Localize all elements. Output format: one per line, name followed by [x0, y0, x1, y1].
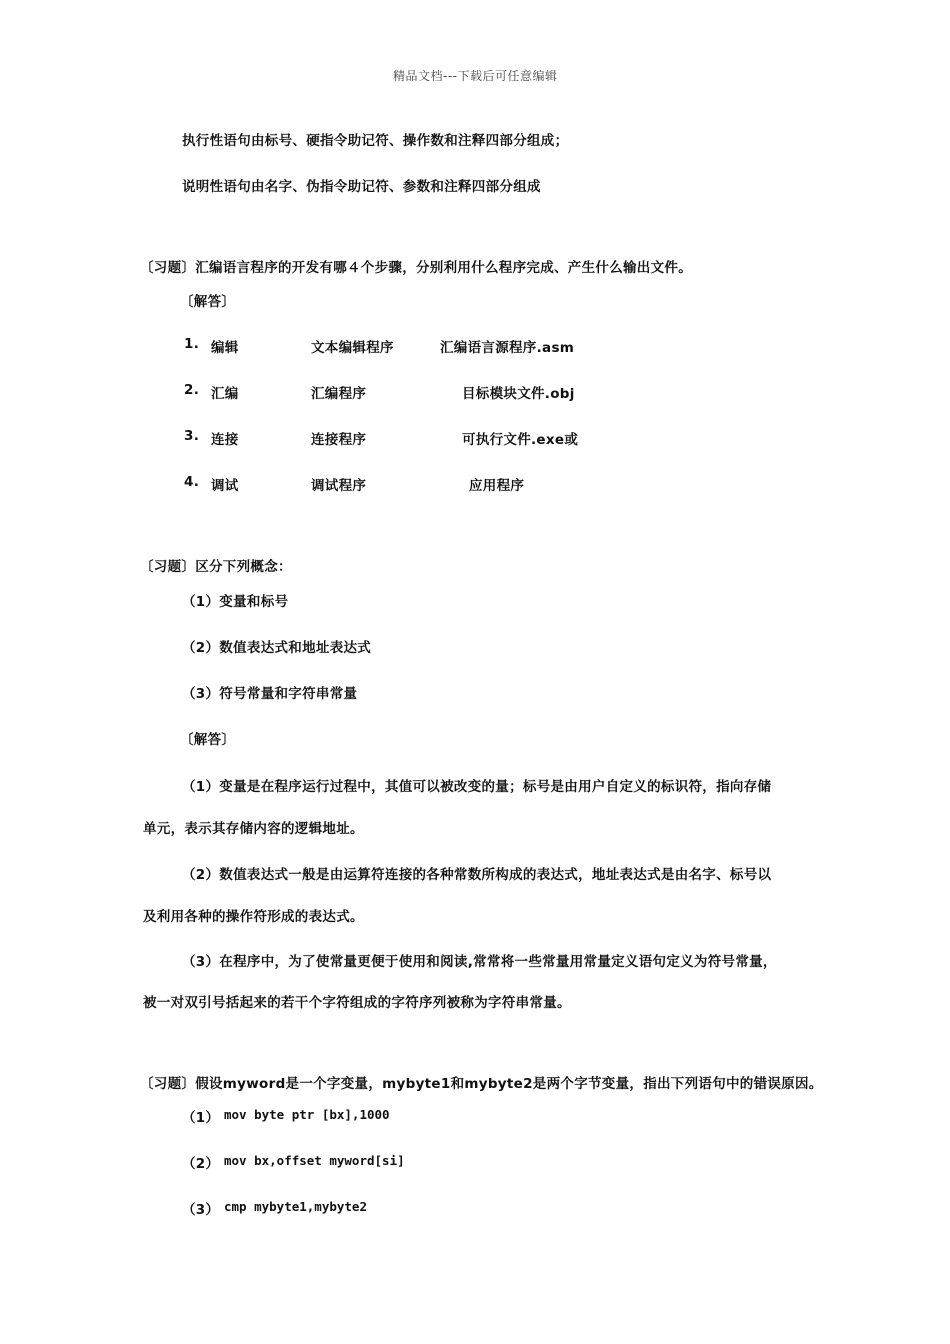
q2-answer-1-line-2: 单元，表示其存储内容的逻辑地址。 [143, 821, 364, 837]
q3-item-code: mov byte ptr [bx],1000 [224, 1107, 390, 1122]
q2-answer-3-line-1: （3）在程序中，为了使常量更便于使用和阅读,常常将一些常量用常量定义语句定义为符号常量， [182, 954, 777, 970]
q2-question: 〔习题〕区分下列概念： [140, 559, 292, 575]
q2-answer-2-line-1: （2）数值表达式一般是由运算符连接的各种常数所构成的表达式，地址表达式是由名字、标号以 [182, 867, 772, 883]
step-name: 连接 [211, 432, 239, 448]
intro-line-2: 说明性语句由名字、伪指令助记符、参数和注释四部分组成 [182, 179, 541, 195]
step-output: 应用程序 [469, 478, 525, 494]
q2-answer-1-line-1: （1）变量是在程序运行过程中，其值可以被改变的量；标号是由用户自定义的标识符，指向存储 [182, 779, 772, 795]
step-number: 3. [184, 428, 200, 444]
q2-item-3: （3）符号常量和字符串常量 [182, 686, 358, 702]
step-output: 目标模块文件.obj [462, 386, 575, 402]
step-output: 汇编语言源程序.asm [440, 340, 575, 356]
step-number: 4. [184, 474, 200, 490]
step-program: 文本编辑程序 [311, 340, 394, 356]
q3-question: 〔习题〕假设myword是一个字变量，mybyte1和mybyte2是两个字节变量，指出下列语句中的错误原因。 [140, 1076, 823, 1092]
step-name: 调试 [211, 478, 239, 494]
q3-item-number: （2） [182, 1156, 220, 1172]
q3-item-number: （1） [182, 1110, 220, 1126]
page-header: 精品文档---下载后可任意编辑 [393, 69, 558, 83]
q2-answer-3-line-2: 被一对双引号括起来的若干个字符组成的字符序列被称为字符串常量。 [143, 995, 571, 1011]
q2-answer-label: 〔解答〕 [180, 732, 236, 748]
step-output: 可执行文件.exe或 [462, 432, 579, 448]
q2-item-2: （2）数值表达式和地址表达式 [182, 640, 372, 656]
step-program: 调试程序 [311, 478, 367, 494]
q3-item-code: mov bx,offset myword[si] [224, 1153, 405, 1168]
q3-item-number: （3） [182, 1202, 220, 1218]
step-name: 编辑 [211, 340, 239, 356]
step-name: 汇编 [211, 386, 239, 402]
q1-question: 〔习题〕汇编语言程序的开发有哪４个步骤，分别利用什么程序完成、产生什么输出文件。 [140, 260, 692, 276]
step-number: 1. [184, 336, 200, 352]
intro-line-1: 执行性语句由标号、硬指令助记符、操作数和注释四部分组成； [182, 133, 569, 149]
step-program: 连接程序 [311, 432, 367, 448]
q1-answer-label: 〔解答〕 [180, 294, 236, 310]
q3-item-code: cmp mybyte1,mybyte2 [224, 1199, 367, 1214]
step-program: 汇编程序 [311, 386, 367, 402]
q2-answer-2-line-2: 及利用各种的操作符形成的表达式。 [143, 909, 364, 925]
step-number: 2. [184, 382, 200, 398]
q2-item-1: （1）变量和标号 [182, 594, 289, 610]
